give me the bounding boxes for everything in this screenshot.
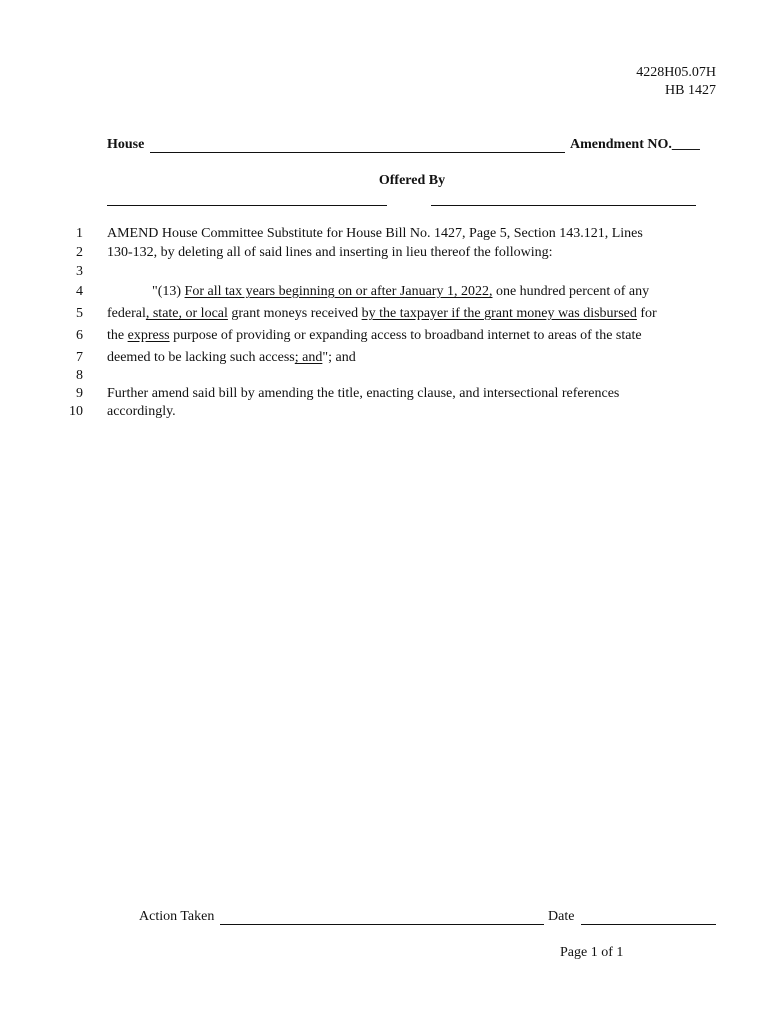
line-number: 8 [76, 368, 83, 383]
house-label: House [107, 137, 145, 152]
document-id: 4228H05.07H [636, 65, 716, 80]
page-number: Page 1 of 1 [560, 945, 624, 960]
inserted-text: For all tax years beginning on or after January 1, 2022, [184, 284, 493, 299]
body-line-10: accordingly. [107, 404, 176, 419]
body-line-6: the express purpose of providing or expanding access to broadband internet to areas of the state [107, 328, 642, 343]
body-line-7: deemed to be lacking such access; and"; and [107, 350, 356, 365]
line-number: 3 [76, 264, 83, 279]
body-line-2: 130-132, by deleting all of said lines and inserting in lieu thereof the following: [107, 245, 553, 260]
line-number: 2 [76, 245, 83, 260]
inserted-text: by the taxpayer if the grant money was disbursed [361, 306, 637, 321]
line-number: 4 [76, 284, 83, 299]
body-line-5: federal, state, or local grant moneys received by the taxpayer if the grant money was disbursed for [107, 306, 657, 321]
line-number: 10 [69, 404, 83, 419]
line-number: 5 [76, 306, 83, 321]
line-number: 1 [76, 226, 83, 241]
body-line-4: "(13) For all tax years beginning on or after January 1, 2022, one hundred percent of any [152, 284, 650, 299]
inserted-text: ; and [294, 350, 323, 365]
line-number: 7 [76, 350, 83, 365]
action-taken-label: Action Taken [139, 909, 215, 924]
body-line-1: AMEND House Committee Substitute for House Bill No. 1427, Page 5, Section 143.121, Lines [107, 226, 643, 241]
line-number: 9 [76, 386, 83, 401]
date-label: Date [548, 909, 575, 924]
line-number: 6 [76, 328, 83, 343]
offered-by-line-left [107, 205, 387, 206]
house-blank-line [150, 152, 565, 153]
date-line [581, 924, 716, 925]
inserted-text: , state, or local [145, 306, 228, 321]
body-line-9: Further amend said bill by amending the title, enacting clause, and intersectional references [107, 386, 620, 401]
bill-number: HB 1427 [665, 83, 716, 98]
inserted-text: express [127, 328, 170, 343]
action-taken-line [220, 924, 544, 925]
offered-by-label: Offered By [378, 173, 446, 188]
offered-by-line-right [431, 205, 696, 206]
amendment-no-label: Amendment NO.____ [570, 137, 700, 152]
